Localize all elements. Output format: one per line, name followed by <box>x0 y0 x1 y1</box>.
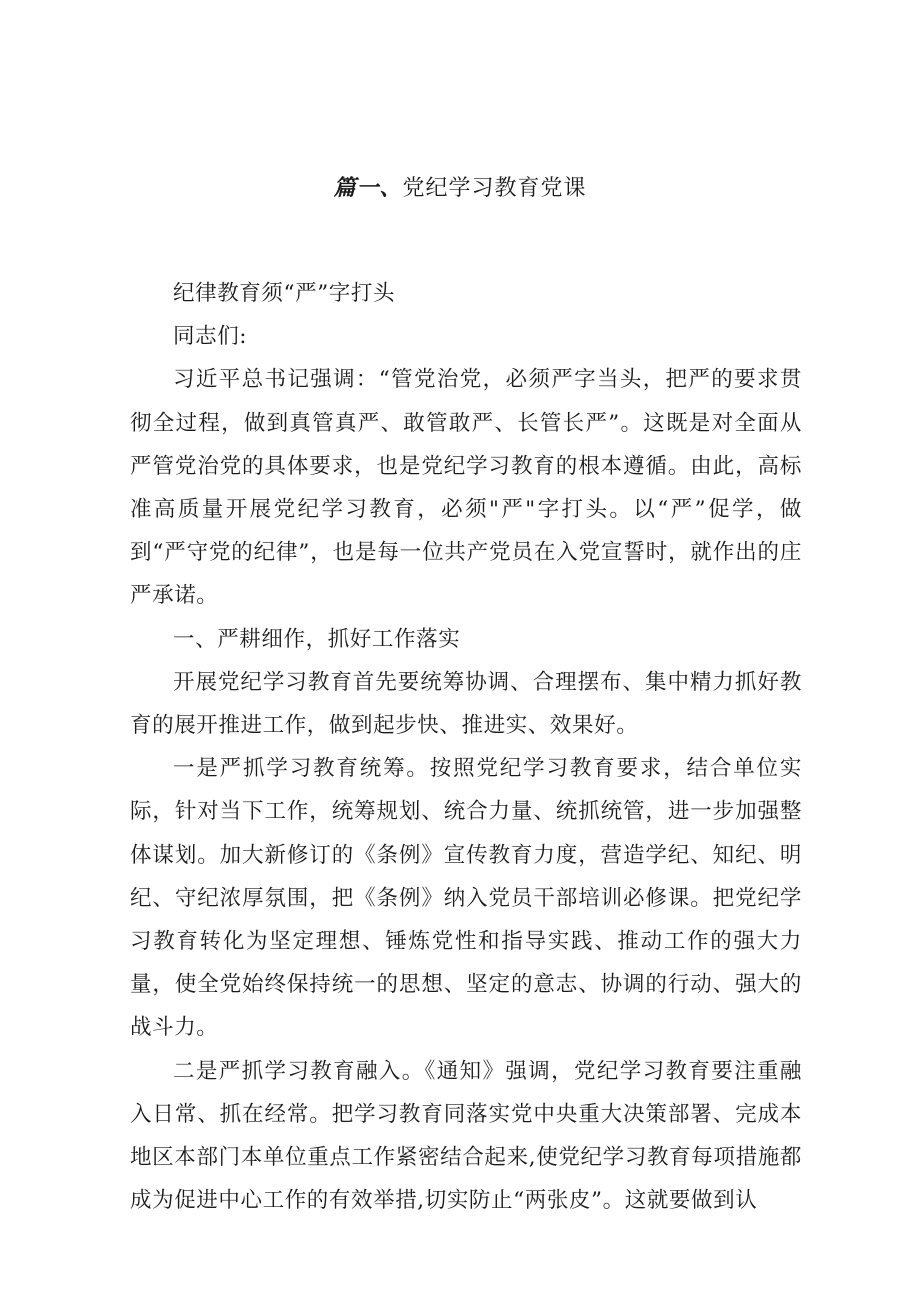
title-prefix: 篇一、 <box>333 175 403 201</box>
body-paragraph: 开展党纪学习教育首先要统筹协调、合理摆布、集中精力抓好教育的展开推进工作，做到起步快、推进实、效果好。 <box>130 669 802 739</box>
title-text: 党纪学习教育党课 <box>402 176 587 201</box>
body-paragraph: 二是严抓学习教育融入。《通知》强调，党纪学习教育要注重融入日常、抓在经常。把学习教育同落实党中央重大决策部署、完成本地区本部门本单位重点工作紧密结合起来,使党纪学习教育每项措施都成为促进中心工作的有效举措,切实防止“两张皮”。这就要做到认 <box>130 1058 802 1214</box>
document-title <box>0 172 920 205</box>
salutation-paragraph: 同志们: <box>173 324 248 350</box>
subtitle-paragraph: 纪律教育须“严”字打头 <box>173 281 396 306</box>
body-paragraph: 一是严抓学习教育统筹。按照党纪学习教育要求，结合单位实际，针对当下工作，统筹规划、统合力量、统抓统管，进一步加强整体谋划。加大新修订的《条例》宣传教育力度，营造学纪、知纪、明纪、守纪浓厚氛围，把《条例》纳入党员干部培训必修课。把党纪学习教育转化为坚定理想、锤炼党性和指导实践、推动工作的强大力量，使全党始终保持统一的思想、坚定的意志、协调的行动、强大的战斗力。 <box>130 756 802 1041</box>
section-heading: 一、严耕细作，抓好工作落实 <box>173 626 461 652</box>
document-body <box>130 272 802 1222</box>
intro-paragraph: 习近平总书记强调：“管党治党，必须严字当头，把严的要求贯彻全过程，做到真管真严、敢管敢严、长管长严”。这既是对全面从严管党治党的具体要求，也是党纪学习教育的根本遵循。由此，高标准高质量开展党纪学习教育，必须"严"字打头。以“严”促学，做到“严守党的纪律”，也是每一位共产党员在入党宣誓时，就作出的庄严承诺。 <box>130 367 802 609</box>
